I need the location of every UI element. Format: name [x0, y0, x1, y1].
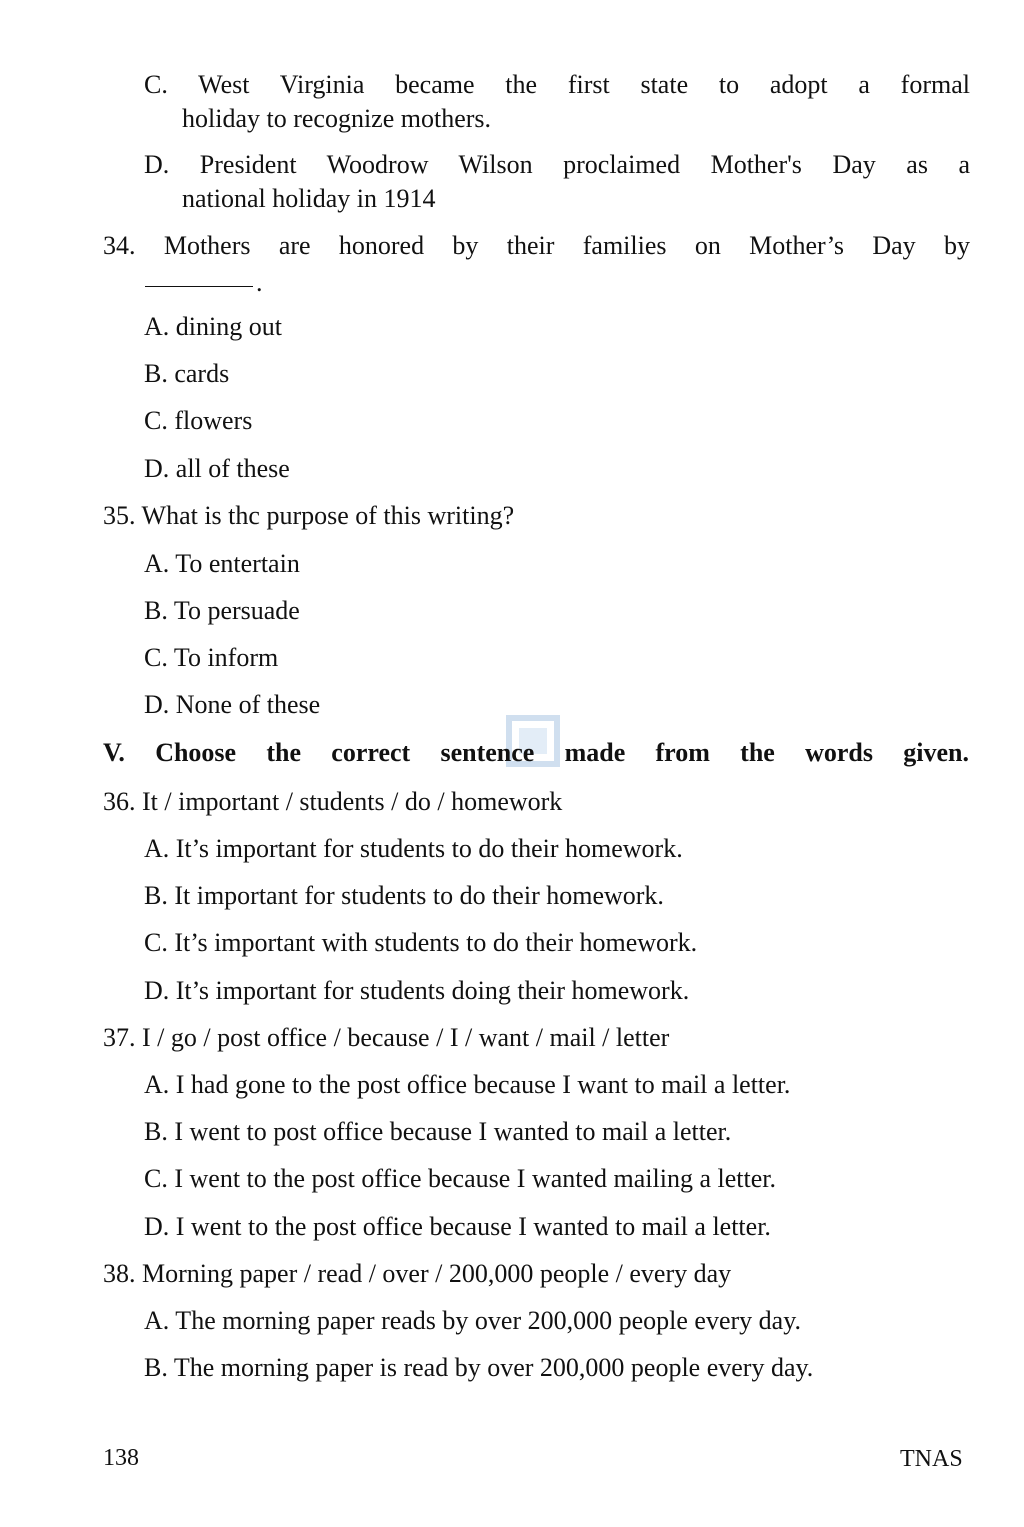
q35-option-c: C. To inform: [144, 643, 279, 672]
q37-option-c: C. I went to the post office because I wanted mailing a letter.: [144, 1164, 776, 1193]
q34-option-d: D. all of these: [144, 454, 290, 483]
q36-option-d: D. It’s important for students doing their homework.: [144, 976, 690, 1005]
q34-option-b: B. cards: [144, 359, 230, 388]
q36-stem: 36. It / important / students / do / homework: [103, 787, 563, 816]
q36-option-a: A. It’s important for students to do their homework.: [144, 834, 683, 863]
q37-option-d: D. I went to the post office because I wanted to mail a letter.: [144, 1212, 771, 1241]
q37-option-b: B. I went to post office because I wanted to mail a letter.: [144, 1117, 732, 1146]
series-code: TNAS: [900, 1446, 963, 1472]
q34-option-a: A. dining out: [144, 312, 282, 341]
q33-option-c-line2: holiday to recognize mothers.: [182, 104, 492, 133]
q38-option-b: B. The morning paper is read by over 200,000 people every day.: [144, 1353, 814, 1382]
q34-stem: 34. Mothers are honored by their families on Mother’s Day by: [103, 231, 970, 260]
q33-option-d-line2: national holiday in 1914: [182, 184, 436, 213]
q34-option-c: C. flowers: [144, 406, 253, 435]
section-v-heading: V. Choose the correct sentence made from the words given.: [103, 738, 969, 767]
q35-option-b: B. To persuade: [144, 596, 300, 625]
blank-period: .: [256, 268, 263, 297]
q33-option-d-line1: D. President Woodrow Wilson proclaimed Mother's Day as a: [144, 150, 970, 179]
q36-option-b: B. It important for students to do their homework.: [144, 881, 664, 910]
q38-stem: 38. Morning paper / read / over / 200,000 people / every day: [103, 1259, 732, 1288]
q36-option-c: C. It’s important with students to do their homework.: [144, 928, 698, 957]
page-number: 138: [103, 1445, 139, 1471]
q35-stem: 35. What is thc purpose of this writing?: [103, 501, 515, 530]
q35-option-d: D. None of these: [144, 690, 321, 719]
q37-stem: 37. I / go / post office / because / I / want / mail / letter: [103, 1023, 670, 1052]
q37-option-a: A. I had gone to the post office because I want to mail a letter.: [144, 1070, 791, 1099]
q35-option-a: A. To entertain: [144, 549, 300, 578]
q33-option-c-line1: C. West Virginia became the first state to adopt a formal: [144, 70, 970, 99]
answer-blank-line: [145, 286, 253, 287]
q38-option-a: A. The morning paper reads by over 200,000 people every day.: [144, 1306, 802, 1335]
